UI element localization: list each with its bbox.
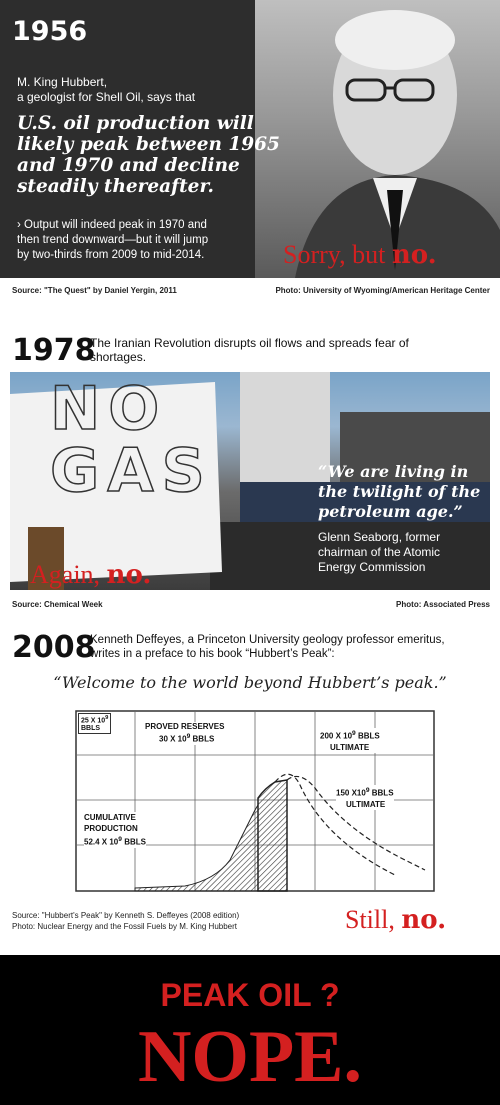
ultimate-200-label: 200 X $10^9$ BBLS ULTIMATE [320,730,380,752]
deffeyes-quote: “Welcome to the world beyond Hubbert’s peak.” [53,673,447,692]
outcome-note: › Output will indeed peak in 1970 and then trend downward—but it will jump by two-thirds from 2009 to mid-2014. [17,219,209,261]
year-1956: 1956 [12,16,88,47]
verdict-again: Again, no. [30,560,152,590]
scale-label: 25 X $10^9$ BBLS [78,713,111,734]
year-1978: 1978 [12,333,96,368]
hubbert-photo [255,0,500,278]
deffeyes-text: Kenneth Deffeyes, a Princeton University geology professor emeritus, writes in a preface to his book “Hubbert’s Peak”: [90,634,445,660]
proved-reserves-label: PROVED RESERVES 30 X $10^9$ BBLS [145,722,225,744]
no-gas-sign: NO GAS [50,374,213,506]
peak-oil-question: PEAK OIL ? [160,977,340,1013]
intro-text: M. King Hubbert, a geologist for Shell Oil, says that [17,75,196,104]
year-2008: 2008 [12,630,96,665]
cumulative-production-label: CUMULATIVE PRODUCTION 52.4 X $10^9$ BBLS [84,813,146,847]
nope-answer: NOPE. [137,1016,363,1098]
source-1978: Source: Chemical Week [12,600,103,609]
seaborg-quote: “We are living in the twilight of the petroleum age.” [318,462,481,521]
verdict-sorry: Sorry, but no. [283,240,437,270]
source-1956: Source: "The Quest" by Daniel Yergin, 2011 [12,286,177,295]
ultimate-150-label: 150 $X10^9$ BBLS ULTIMATE [336,787,394,809]
conclusion-banner [0,955,500,1105]
section-1956 [0,0,500,278]
photo-credit-1956: Photo: University of Wyoming/American Heritage Center [275,286,490,295]
seaborg-attribution: Glenn Seaborg, former chairman of the Atomic Energy Commission [318,530,441,574]
iran-text: The Iranian Revolution disrupts oil flows and spreads fear of shortages. [90,336,409,364]
verdict-still: Still, no. [345,905,447,935]
source-2008: Source: "Hubbert's Peak" by Kenneth S. Deffeyes (2008 edition) Photo: Nuclear Energy and the Fossil Fuels by M. King Hubbert [12,911,240,931]
photo-credit-1978: Photo: Associated Press [396,600,490,609]
hubbert-quote: U.S. oil production will likely peak between 1965 and 1970 and decline steadily thereafter. [17,113,280,197]
